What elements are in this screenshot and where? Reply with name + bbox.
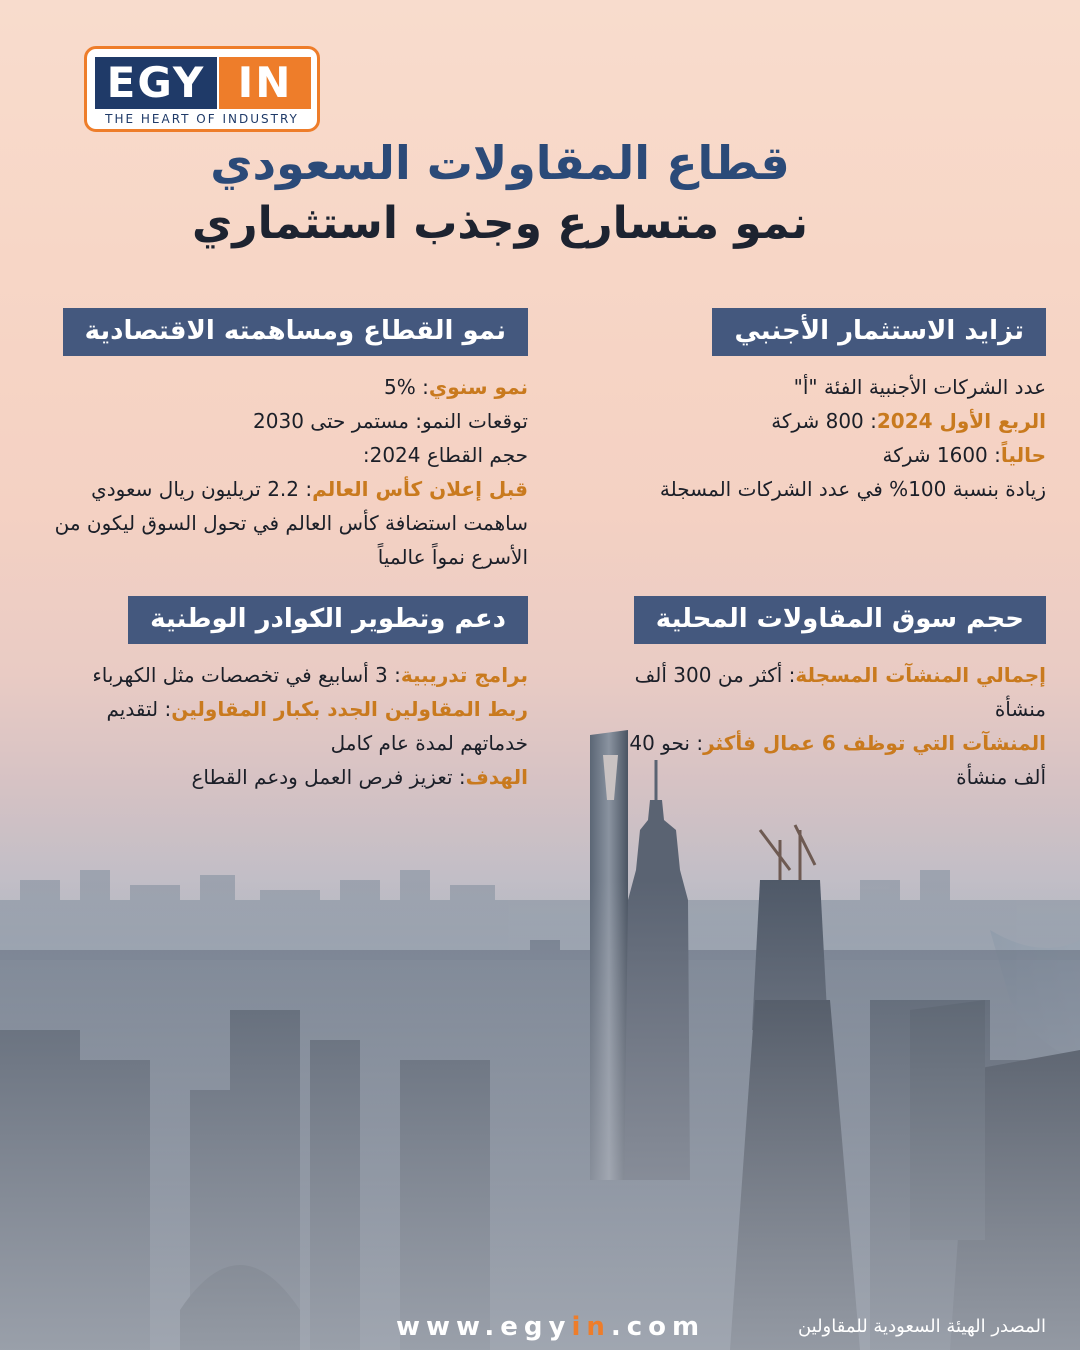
section-header: دعم وتطوير الكوادر الوطنية	[128, 596, 528, 644]
section-body	[576, 370, 1046, 506]
logo-egy-block: EGY	[95, 57, 217, 109]
local-market-section	[616, 596, 1046, 794]
website-url[interactable]	[396, 1312, 705, 1342]
section-body	[616, 658, 1046, 794]
page-title: قطاع المقاولات السعودي	[210, 136, 790, 190]
brand-logo	[84, 46, 320, 132]
q1-2024-line: الربع الأول 2024: 800 شركة	[771, 409, 1046, 433]
highlight-label: المنشآت التي توظف 6 عمال فأكثر	[703, 731, 1046, 755]
section-body	[38, 370, 528, 574]
sector-growth-section	[38, 308, 528, 574]
value-text: 2.2 تريليون ريال سعودي	[91, 477, 300, 501]
value-text: أكثر من 300 ألف منشأة	[634, 663, 1046, 721]
current-line: حالياً: 1600 شركة	[882, 443, 1046, 467]
url-highlight: in	[571, 1312, 611, 1342]
section-header: نمو القطاع ومساهمته الاقتصادية	[63, 308, 528, 356]
page-subtitle: نمو متسارع وجذب استثماري	[191, 198, 809, 249]
value-text: 800 شركة	[771, 409, 864, 433]
label-text: توقعات النمو	[422, 409, 528, 433]
forecast-line: توقعات النمو: مستمر حتى 2030	[253, 409, 528, 433]
highlight-label: نمو سنوي	[428, 375, 528, 399]
highlight-label: الهدف	[465, 765, 528, 789]
sector-size-line: حجم القطاع 2024:	[362, 443, 528, 467]
logo-in-block: IN	[219, 57, 311, 109]
section-header: حجم سوق المقاولات المحلية	[634, 596, 1046, 644]
url-prefix: www.egy	[396, 1312, 572, 1342]
annual-growth-line: نمو سنوي: 5%	[384, 375, 528, 399]
before-worldcup-line: قبل إعلان كأس العالم: 2.2 تريليون ريال سعودي	[91, 477, 528, 501]
url-suffix: .com	[610, 1312, 706, 1342]
section-header: تزايد الاستثمار الأجنبي	[712, 308, 1046, 356]
highlight-label: قبل إعلان كأس العالم	[312, 477, 528, 501]
highlight-label: حالياً	[1000, 443, 1046, 467]
value-text: تعزيز فرص العمل ودعم القطاع	[191, 765, 453, 789]
foreign-investment-section	[576, 308, 1046, 506]
value-text: 5%	[384, 375, 416, 399]
value-text: 3 أسابيع في تخصصات مثل الكهرباء	[92, 663, 388, 687]
highlight-label: الربع الأول 2024	[876, 409, 1046, 433]
value-text: نحو 40 ألف منشأة	[629, 731, 1046, 789]
training-line: برامج تدريبية: 3 أسابيع في تخصصات مثل الكهرباء	[92, 663, 528, 687]
national-talent-section	[38, 596, 528, 794]
logo-tagline: THE HEART OF INDUSTRY	[105, 112, 299, 126]
highlight-label: برامج تدريبية	[400, 663, 528, 687]
highlight-label: ربط المقاولين الجدد بكبار المقاولين	[171, 697, 528, 721]
category-a-line: عدد الشركات الأجنبية الفئة "أ"	[793, 375, 1046, 399]
value-text: لتقديم خدماتهم لمدة عام كامل	[106, 697, 528, 755]
six-workers-line: المنشآت التي توظف 6 عمال فأكثر: نحو 40 ألف منشأة	[629, 731, 1046, 789]
contractor-link-line: ربط المقاولين الجدد بكبار المقاولين: لتقديم خدماتهم لمدة عام كامل	[106, 697, 528, 755]
value-text: 1600 شركة	[882, 443, 988, 467]
section-body	[38, 658, 528, 794]
source-credit: المصدر الهيئة السعودية للمقاولين	[797, 1316, 1046, 1337]
total-establishments-line: إجمالي المنشآت المسجلة: أكثر من 300 ألف منشأة	[634, 663, 1046, 721]
worldcup-impact-text: ساهمت استضافة كأس العالم في تحول السوق ليكون من الأسرع نمواً عالمياً	[54, 511, 528, 569]
increase-line: زيادة بنسبة 100% في عدد الشركات المسجلة	[659, 477, 1046, 501]
highlight-label: إجمالي المنشآت المسجلة	[795, 663, 1046, 687]
value-text: مستمر حتى 2030	[253, 409, 409, 433]
goal-line: الهدف: تعزيز فرص العمل ودعم القطاع	[191, 765, 528, 789]
